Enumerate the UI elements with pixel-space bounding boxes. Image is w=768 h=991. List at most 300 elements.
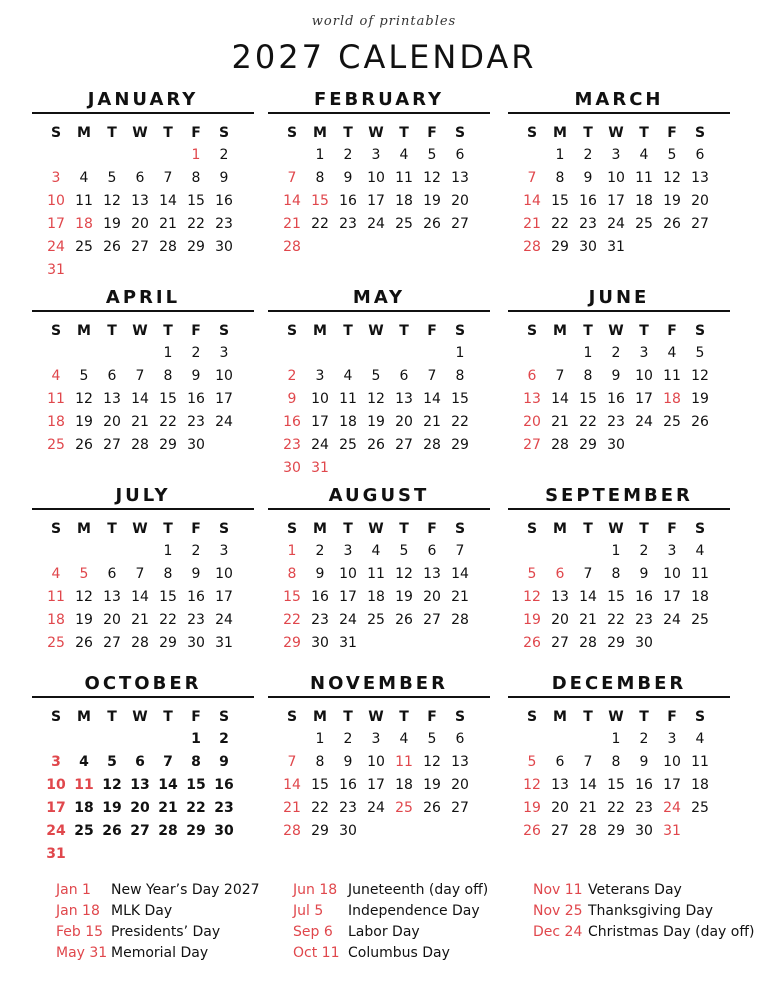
day-cell: 9 bbox=[343, 754, 353, 770]
weekday-label: S bbox=[50, 323, 62, 339]
day-cell: 8 bbox=[583, 368, 593, 384]
day-cell: 24 bbox=[311, 437, 329, 453]
holiday-row bbox=[533, 922, 754, 943]
month-name: JUNE bbox=[508, 286, 730, 312]
holiday-name: Columbus Day bbox=[348, 945, 450, 961]
day-cell: 19 bbox=[663, 193, 681, 209]
day-cell: 26 bbox=[423, 800, 441, 816]
day-cell: 23 bbox=[635, 800, 653, 816]
day-cell: 5 bbox=[399, 543, 409, 559]
day-cell: 11 bbox=[367, 566, 385, 582]
day-cell: 1 bbox=[191, 731, 201, 747]
day-cell: 21 bbox=[579, 612, 597, 628]
weekday-label: S bbox=[526, 521, 538, 537]
day-cell: 1 bbox=[163, 543, 173, 559]
day-cell: 24 bbox=[46, 823, 66, 839]
weekday-label: M bbox=[313, 709, 327, 725]
day-cell: 6 bbox=[399, 368, 409, 384]
day-cell: 2 bbox=[639, 543, 649, 559]
weekday-label: W bbox=[368, 521, 384, 537]
day-cell: 4 bbox=[695, 731, 705, 747]
holiday-row bbox=[293, 880, 488, 901]
day-cell: 21 bbox=[159, 216, 177, 232]
day-cell: 10 bbox=[311, 391, 329, 407]
day-cell: 28 bbox=[158, 823, 178, 839]
day-cell: 12 bbox=[367, 391, 385, 407]
day-cell: 17 bbox=[663, 589, 681, 605]
weekday-label: W bbox=[132, 323, 148, 339]
empty-cell bbox=[98, 728, 126, 751]
day-cell: 3 bbox=[371, 147, 381, 163]
day-grid bbox=[42, 122, 238, 282]
day-cell: 26 bbox=[103, 239, 121, 255]
day-cell: 5 bbox=[695, 345, 705, 361]
day-cell: 11 bbox=[75, 193, 93, 209]
holiday-date: Feb 15 bbox=[56, 924, 104, 940]
day-cell: 7 bbox=[527, 170, 537, 186]
day-cell: 7 bbox=[583, 754, 593, 770]
day-cell: 18 bbox=[691, 589, 709, 605]
weekday-label: T bbox=[343, 125, 353, 141]
day-cell: 16 bbox=[311, 589, 329, 605]
empty-cell bbox=[546, 342, 574, 365]
day-cell: 15 bbox=[607, 777, 625, 793]
day-cell: 9 bbox=[287, 391, 297, 407]
day-cell: 15 bbox=[451, 391, 469, 407]
day-grid bbox=[518, 320, 714, 457]
day-cell: 1 bbox=[315, 147, 325, 163]
day-cell: 7 bbox=[135, 368, 145, 384]
day-cell: 14 bbox=[451, 566, 469, 582]
weekday-label: F bbox=[667, 323, 677, 339]
day-cell: 12 bbox=[423, 754, 441, 770]
day-cell: 26 bbox=[523, 823, 541, 839]
day-cell: 3 bbox=[639, 345, 649, 361]
day-cell: 24 bbox=[663, 800, 681, 816]
day-cell: 22 bbox=[159, 612, 177, 628]
day-cell: 15 bbox=[283, 589, 301, 605]
day-cell: 29 bbox=[579, 437, 597, 453]
weekday-label: M bbox=[553, 125, 567, 141]
empty-cell bbox=[126, 144, 154, 167]
day-cell: 24 bbox=[367, 216, 385, 232]
weekday-label: S bbox=[286, 521, 298, 537]
weekday-label: W bbox=[368, 323, 384, 339]
day-cell: 21 bbox=[283, 216, 301, 232]
day-cell: 25 bbox=[691, 612, 709, 628]
day-cell: 9 bbox=[219, 754, 229, 770]
day-cell: 27 bbox=[691, 216, 709, 232]
day-cell: 13 bbox=[551, 777, 569, 793]
month-october bbox=[32, 672, 254, 866]
day-cell: 4 bbox=[399, 147, 409, 163]
empty-cell bbox=[518, 728, 546, 751]
weekday-label: W bbox=[608, 709, 624, 725]
day-cell: 23 bbox=[283, 437, 301, 453]
empty-cell bbox=[418, 342, 446, 365]
day-cell: 20 bbox=[395, 414, 413, 430]
weekday-label: S bbox=[526, 709, 538, 725]
day-cell: 11 bbox=[691, 566, 709, 582]
day-cell: 20 bbox=[103, 414, 121, 430]
day-grid bbox=[42, 706, 238, 866]
day-cell: 11 bbox=[663, 368, 681, 384]
day-cell: 22 bbox=[283, 612, 301, 628]
day-cell: 27 bbox=[451, 216, 469, 232]
weekday-label: T bbox=[399, 521, 409, 537]
day-cell: 14 bbox=[283, 777, 301, 793]
holiday-name: MLK Day bbox=[111, 903, 173, 919]
day-cell: 30 bbox=[635, 823, 653, 839]
holiday-name: New Year’s Day 2027 bbox=[111, 882, 260, 898]
weekday-label: F bbox=[667, 709, 677, 725]
day-cell: 5 bbox=[427, 147, 437, 163]
day-cell: 29 bbox=[186, 823, 206, 839]
month-june bbox=[508, 286, 730, 457]
day-cell: 16 bbox=[635, 589, 653, 605]
day-cell: 21 bbox=[451, 589, 469, 605]
empty-cell bbox=[126, 342, 154, 365]
day-cell: 25 bbox=[367, 612, 385, 628]
day-cell: 27 bbox=[130, 823, 150, 839]
day-cell: 18 bbox=[663, 391, 681, 407]
day-cell: 12 bbox=[395, 566, 413, 582]
day-cell: 16 bbox=[339, 193, 357, 209]
day-cell: 17 bbox=[607, 193, 625, 209]
day-cell: 6 bbox=[555, 566, 565, 582]
day-cell: 8 bbox=[163, 566, 173, 582]
day-cell: 24 bbox=[635, 414, 653, 430]
day-cell: 4 bbox=[51, 368, 61, 384]
day-cell: 8 bbox=[555, 170, 565, 186]
day-cell: 19 bbox=[75, 612, 93, 628]
day-cell: 13 bbox=[451, 170, 469, 186]
day-cell: 4 bbox=[343, 368, 353, 384]
day-cell: 18 bbox=[635, 193, 653, 209]
day-cell: 16 bbox=[283, 414, 301, 430]
holiday-date: Jul 5 bbox=[293, 903, 324, 919]
empty-cell bbox=[154, 728, 182, 751]
day-cell: 3 bbox=[667, 543, 677, 559]
empty-cell bbox=[278, 728, 306, 751]
day-grid bbox=[42, 518, 238, 655]
day-cell: 6 bbox=[107, 566, 117, 582]
day-cell: 21 bbox=[131, 414, 149, 430]
day-cell: 2 bbox=[583, 147, 593, 163]
day-cell: 18 bbox=[47, 612, 65, 628]
day-cell: 27 bbox=[131, 239, 149, 255]
empty-cell bbox=[546, 540, 574, 563]
empty-cell bbox=[334, 342, 362, 365]
weekday-label: T bbox=[583, 709, 593, 725]
day-cell: 15 bbox=[187, 193, 205, 209]
day-cell: 21 bbox=[158, 800, 178, 816]
day-cell: 29 bbox=[451, 437, 469, 453]
day-cell: 6 bbox=[527, 368, 537, 384]
day-cell: 7 bbox=[583, 566, 593, 582]
empty-cell bbox=[70, 540, 98, 563]
weekday-label: W bbox=[608, 323, 624, 339]
day-cell: 23 bbox=[214, 800, 234, 816]
day-cell: 6 bbox=[135, 754, 145, 770]
day-cell: 29 bbox=[283, 635, 301, 651]
day-cell: 10 bbox=[663, 754, 681, 770]
day-cell: 30 bbox=[283, 460, 301, 476]
month-may bbox=[268, 286, 490, 480]
day-cell: 3 bbox=[51, 170, 61, 186]
holiday-date: May 31 bbox=[56, 945, 108, 961]
day-cell: 27 bbox=[551, 635, 569, 651]
day-cell: 1 bbox=[583, 345, 593, 361]
day-cell: 8 bbox=[287, 566, 297, 582]
day-cell: 13 bbox=[103, 391, 121, 407]
day-cell: 30 bbox=[635, 635, 653, 651]
day-cell: 7 bbox=[135, 566, 145, 582]
month-april bbox=[32, 286, 254, 457]
day-cell: 12 bbox=[75, 391, 93, 407]
month-name: NOVEMBER bbox=[268, 672, 490, 698]
day-cell: 23 bbox=[635, 612, 653, 628]
day-cell: 14 bbox=[523, 193, 541, 209]
weekday-label: T bbox=[163, 323, 173, 339]
month-name: MARCH bbox=[508, 88, 730, 114]
holiday-date: Oct 11 bbox=[293, 945, 340, 961]
month-name: DECEMBER bbox=[508, 672, 730, 698]
empty-cell bbox=[278, 342, 306, 365]
day-cell: 11 bbox=[74, 777, 94, 793]
weekday-label: T bbox=[343, 521, 353, 537]
empty-cell bbox=[518, 342, 546, 365]
holiday-date: Dec 24 bbox=[533, 924, 583, 940]
day-cell: 12 bbox=[523, 589, 541, 605]
weekday-label: S bbox=[454, 323, 466, 339]
day-cell: 25 bbox=[74, 823, 94, 839]
day-cell: 8 bbox=[455, 368, 465, 384]
month-july bbox=[32, 484, 254, 655]
weekday-label: F bbox=[427, 125, 437, 141]
day-cell: 30 bbox=[214, 823, 234, 839]
month-march bbox=[508, 88, 730, 259]
month-november bbox=[268, 672, 490, 843]
day-cell: 2 bbox=[315, 543, 325, 559]
day-cell: 2 bbox=[639, 731, 649, 747]
day-cell: 26 bbox=[523, 635, 541, 651]
weekday-label: S bbox=[694, 323, 706, 339]
day-cell: 23 bbox=[579, 216, 597, 232]
weekday-label: T bbox=[639, 709, 649, 725]
day-cell: 9 bbox=[219, 170, 229, 186]
day-cell: 3 bbox=[219, 345, 229, 361]
day-cell: 18 bbox=[395, 193, 413, 209]
day-cell: 16 bbox=[339, 777, 357, 793]
day-cell: 20 bbox=[451, 777, 469, 793]
empty-cell bbox=[126, 728, 154, 751]
day-cell: 12 bbox=[663, 170, 681, 186]
holiday-row bbox=[293, 922, 488, 943]
day-cell: 16 bbox=[215, 193, 233, 209]
day-cell: 1 bbox=[287, 543, 297, 559]
empty-cell bbox=[98, 144, 126, 167]
weekday-label: T bbox=[399, 323, 409, 339]
day-cell: 31 bbox=[47, 262, 65, 278]
month-name: AUGUST bbox=[268, 484, 490, 510]
month-name: FEBRUARY bbox=[268, 88, 490, 114]
day-cell: 31 bbox=[607, 239, 625, 255]
holiday-row bbox=[56, 901, 260, 922]
weekday-label: W bbox=[608, 521, 624, 537]
weekday-label: S bbox=[286, 709, 298, 725]
day-cell: 30 bbox=[187, 437, 205, 453]
holiday-name: Christmas Day (day off) bbox=[588, 924, 755, 940]
day-cell: 4 bbox=[51, 566, 61, 582]
day-cell: 14 bbox=[131, 589, 149, 605]
day-cell: 20 bbox=[423, 589, 441, 605]
day-cell: 9 bbox=[315, 566, 325, 582]
day-cell: 7 bbox=[163, 170, 173, 186]
day-cell: 19 bbox=[102, 800, 122, 816]
day-cell: 24 bbox=[215, 414, 233, 430]
day-cell: 23 bbox=[339, 216, 357, 232]
day-cell: 28 bbox=[579, 823, 597, 839]
day-cell: 29 bbox=[311, 823, 329, 839]
day-cell: 5 bbox=[107, 754, 117, 770]
weekday-label: T bbox=[343, 709, 353, 725]
weekday-label: M bbox=[77, 521, 91, 537]
day-cell: 5 bbox=[667, 147, 677, 163]
day-cell: 23 bbox=[215, 216, 233, 232]
empty-cell bbox=[362, 342, 390, 365]
weekday-label: F bbox=[427, 323, 437, 339]
day-cell: 31 bbox=[311, 460, 329, 476]
day-cell: 18 bbox=[47, 414, 65, 430]
empty-cell bbox=[42, 540, 70, 563]
weekday-label: T bbox=[163, 709, 173, 725]
weekday-label: F bbox=[667, 521, 677, 537]
day-cell: 17 bbox=[367, 777, 385, 793]
empty-cell bbox=[278, 144, 306, 167]
day-cell: 10 bbox=[46, 777, 66, 793]
empty-cell bbox=[574, 540, 602, 563]
month-name: JULY bbox=[32, 484, 254, 510]
day-cell: 19 bbox=[423, 193, 441, 209]
day-cell: 8 bbox=[315, 170, 325, 186]
day-cell: 16 bbox=[187, 391, 205, 407]
holiday-name: Presidents’ Day bbox=[111, 924, 221, 940]
day-cell: 14 bbox=[579, 777, 597, 793]
holiday-column bbox=[533, 880, 754, 943]
weekday-label: T bbox=[639, 521, 649, 537]
day-cell: 14 bbox=[159, 193, 177, 209]
weekday-label: W bbox=[368, 709, 384, 725]
day-cell: 3 bbox=[315, 368, 325, 384]
day-cell: 7 bbox=[163, 754, 173, 770]
day-cell: 25 bbox=[395, 216, 413, 232]
day-cell: 11 bbox=[47, 391, 65, 407]
weekday-label: T bbox=[639, 323, 649, 339]
day-cell: 2 bbox=[287, 368, 297, 384]
day-cell: 8 bbox=[191, 170, 201, 186]
day-cell: 26 bbox=[75, 635, 93, 651]
day-cell: 19 bbox=[103, 216, 121, 232]
day-cell: 28 bbox=[283, 239, 301, 255]
empty-cell bbox=[42, 728, 70, 751]
day-cell: 2 bbox=[343, 147, 353, 163]
month-december bbox=[508, 672, 730, 843]
day-grid bbox=[518, 518, 714, 655]
day-cell: 9 bbox=[191, 368, 201, 384]
weekday-label: T bbox=[639, 125, 649, 141]
day-cell: 17 bbox=[215, 589, 233, 605]
day-cell: 19 bbox=[523, 800, 541, 816]
weekday-label: M bbox=[313, 521, 327, 537]
day-cell: 12 bbox=[423, 170, 441, 186]
day-cell: 5 bbox=[527, 754, 537, 770]
day-cell: 2 bbox=[191, 345, 201, 361]
day-cell: 21 bbox=[423, 414, 441, 430]
day-cell: 12 bbox=[75, 589, 93, 605]
day-cell: 6 bbox=[135, 170, 145, 186]
day-cell: 4 bbox=[371, 543, 381, 559]
weekday-label: F bbox=[191, 709, 201, 725]
day-cell: 25 bbox=[75, 239, 93, 255]
day-cell: 7 bbox=[427, 368, 437, 384]
day-cell: 13 bbox=[551, 589, 569, 605]
weekday-label: S bbox=[526, 125, 538, 141]
day-cell: 16 bbox=[214, 777, 234, 793]
weekday-label: M bbox=[77, 709, 91, 725]
day-cell: 25 bbox=[635, 216, 653, 232]
day-cell: 22 bbox=[187, 216, 205, 232]
day-cell: 26 bbox=[102, 823, 122, 839]
day-cell: 16 bbox=[187, 589, 205, 605]
day-cell: 22 bbox=[607, 612, 625, 628]
holiday-name: Labor Day bbox=[348, 924, 420, 940]
day-cell: 6 bbox=[555, 754, 565, 770]
holiday-date: Nov 25 bbox=[533, 903, 583, 919]
day-cell: 9 bbox=[191, 566, 201, 582]
day-cell: 7 bbox=[555, 368, 565, 384]
day-cell: 26 bbox=[691, 414, 709, 430]
day-cell: 11 bbox=[47, 589, 65, 605]
weekday-label: W bbox=[132, 709, 148, 725]
weekday-label: M bbox=[77, 125, 91, 141]
day-cell: 26 bbox=[423, 216, 441, 232]
day-cell: 13 bbox=[131, 193, 149, 209]
weekday-label: W bbox=[132, 521, 148, 537]
empty-cell bbox=[126, 540, 154, 563]
weekday-label: F bbox=[191, 521, 201, 537]
day-cell: 26 bbox=[663, 216, 681, 232]
day-cell: 14 bbox=[423, 391, 441, 407]
empty-cell bbox=[70, 144, 98, 167]
day-cell: 26 bbox=[395, 612, 413, 628]
weekday-label: T bbox=[163, 125, 173, 141]
day-cell: 19 bbox=[523, 612, 541, 628]
day-cell: 14 bbox=[579, 589, 597, 605]
weekday-label: T bbox=[163, 521, 173, 537]
day-cell: 22 bbox=[551, 216, 569, 232]
empty-cell bbox=[42, 144, 70, 167]
month-january bbox=[32, 88, 254, 282]
day-cell: 19 bbox=[423, 777, 441, 793]
day-cell: 9 bbox=[583, 170, 593, 186]
month-name: SEPTEMBER bbox=[508, 484, 730, 510]
day-cell: 6 bbox=[455, 731, 465, 747]
day-cell: 8 bbox=[315, 754, 325, 770]
weekday-label: T bbox=[399, 125, 409, 141]
day-cell: 1 bbox=[163, 345, 173, 361]
holiday-row bbox=[533, 880, 754, 901]
